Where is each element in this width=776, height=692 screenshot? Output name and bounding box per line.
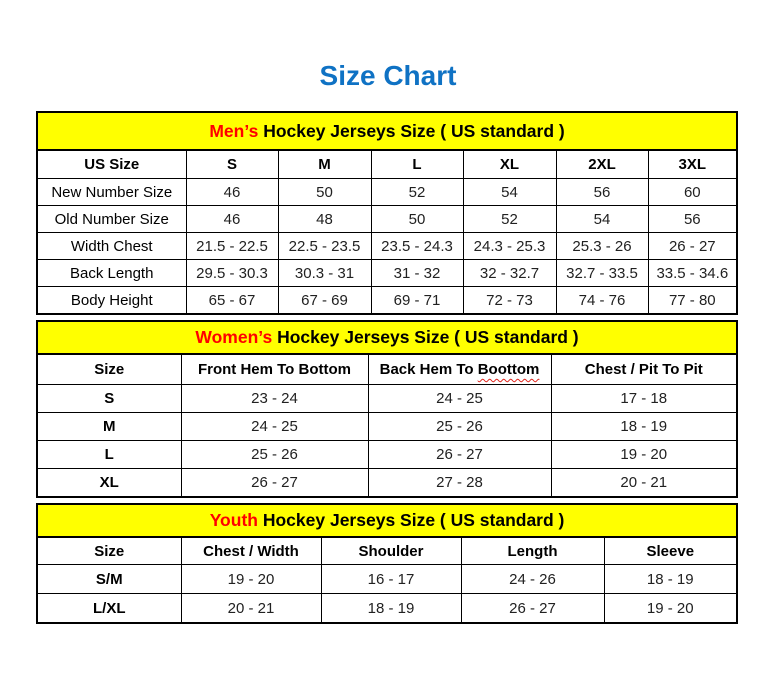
womens-size-table (36, 320, 738, 498)
cell-value: 25 - 26 (181, 441, 368, 469)
page-title: Size Chart (319, 60, 457, 91)
caption-text: Hockey Jerseys Size ( US standard ) (263, 120, 565, 141)
cell-value: 23 - 24 (181, 385, 368, 413)
table-caption-row (37, 504, 737, 537)
header-row (37, 354, 737, 385)
cell-value: 31 - 32 (371, 260, 463, 287)
cell-value: 33.5 - 34.6 (648, 260, 737, 287)
mens-size-table (36, 111, 738, 315)
column-header: S (186, 150, 278, 179)
table-caption-row (37, 112, 737, 150)
cell-value: 24 - 25 (368, 385, 551, 413)
cell-value: 18 - 19 (604, 565, 737, 594)
header-row (37, 537, 737, 565)
cell-value: 23.5 - 24.3 (371, 233, 463, 260)
cell-value: 67 - 69 (278, 287, 371, 315)
cell-value: 26 - 27 (648, 233, 737, 260)
table-caption-row (37, 321, 737, 354)
cell-value: 18 - 19 (551, 413, 737, 441)
cell-value: 24.3 - 25.3 (463, 233, 556, 260)
column-header: XL (463, 150, 556, 179)
cell-value: 24 - 25 (181, 413, 368, 441)
cell-value: 22.5 - 23.5 (278, 233, 371, 260)
cell-value: 26 - 27 (181, 469, 368, 498)
row-label: New Number Size (37, 179, 186, 206)
column-header: Sleeve (604, 537, 737, 565)
table-row (37, 260, 737, 287)
cell-value: 50 (278, 179, 371, 206)
column-header: Front Hem To Bottom (181, 354, 368, 385)
column-header: Length (461, 537, 604, 565)
header-text: Back Hem To (379, 361, 478, 379)
mens-table-caption (37, 112, 737, 150)
cell-value: 50 (371, 206, 463, 233)
column-header: Shoulder (321, 537, 461, 565)
cell-value: 18 - 19 (321, 594, 461, 624)
cell-value: 16 - 17 (321, 565, 461, 594)
cell-value: 48 (278, 206, 371, 233)
caption-highlight: Youth (209, 510, 258, 531)
cell-value: 25.3 - 26 (556, 233, 648, 260)
cell-value: 65 - 67 (186, 287, 278, 315)
cell-value: 52 (371, 179, 463, 206)
caption-text: Hockey Jerseys Size ( US standard ) (262, 510, 565, 531)
cell-value: 26 - 27 (368, 441, 551, 469)
caption-highlight: Women’s (195, 327, 273, 348)
cell-value: 32.7 - 33.5 (556, 260, 648, 287)
cell-value: 54 (556, 206, 648, 233)
column-header: Chest / Width (181, 537, 321, 565)
cell-value: 19 - 20 (604, 594, 737, 624)
row-label: Width Chest (37, 233, 186, 260)
cell-value: 19 - 20 (181, 565, 321, 594)
table-row (37, 469, 737, 498)
cell-value: 46 (186, 179, 278, 206)
row-label: Old Number Size (37, 206, 186, 233)
cell-value: 17 - 18 (551, 385, 737, 413)
cell-value: 60 (648, 179, 737, 206)
cell-value: 30.3 - 31 (278, 260, 371, 287)
cell-value: 20 - 21 (551, 469, 737, 498)
table-row (37, 413, 737, 441)
header-row (37, 150, 737, 179)
cell-value: 21.5 - 22.5 (186, 233, 278, 260)
cell-value: 56 (556, 179, 648, 206)
column-header: Chest / Pit To Pit (551, 354, 737, 385)
cell-value: 25 - 26 (368, 413, 551, 441)
youth-size-table (36, 503, 738, 624)
cell-value: 20 - 21 (181, 594, 321, 624)
column-header: L (371, 150, 463, 179)
row-label: L/XL (37, 594, 181, 624)
cell-value: 54 (463, 179, 556, 206)
row-label: XL (37, 469, 181, 498)
table-row (37, 594, 737, 624)
table-row (37, 206, 737, 233)
cell-value: 72 - 73 (463, 287, 556, 315)
cell-value: 74 - 76 (556, 287, 648, 315)
size-tables-container (36, 111, 736, 624)
row-label: Body Height (37, 287, 186, 315)
cell-value: 56 (648, 206, 737, 233)
column-header: Size (37, 354, 181, 385)
table-row (37, 565, 737, 594)
column-header: 3XL (648, 150, 737, 179)
womens-table-caption (37, 321, 737, 354)
cell-value: 69 - 71 (371, 287, 463, 315)
cell-value: 26 - 27 (461, 594, 604, 624)
cell-value: 27 - 28 (368, 469, 551, 498)
caption-highlight: Men’s (209, 120, 259, 141)
cell-value: 46 (186, 206, 278, 233)
misspelled-word: Boottom (477, 361, 540, 379)
row-label: Back Length (37, 260, 186, 287)
column-header: M (278, 150, 371, 179)
table-row (37, 179, 737, 206)
youth-table-caption (37, 504, 737, 537)
cell-value: 24 - 26 (461, 565, 604, 594)
table-row (37, 287, 737, 315)
cell-value: 19 - 20 (551, 441, 737, 469)
row-label: L (37, 441, 181, 469)
row-label: S/M (37, 565, 181, 594)
column-header: Size (37, 537, 181, 565)
row-label: M (37, 413, 181, 441)
cell-value: 52 (463, 206, 556, 233)
cell-value: 29.5 - 30.3 (186, 260, 278, 287)
cell-value: 32 - 32.7 (463, 260, 556, 287)
column-header: 2XL (556, 150, 648, 179)
row-label: S (37, 385, 181, 413)
table-row (37, 233, 737, 260)
caption-text: Hockey Jerseys Size ( US standard ) (277, 327, 579, 348)
column-header: US Size (37, 150, 186, 179)
column-header-with-typo (368, 354, 551, 385)
table-row (37, 385, 737, 413)
cell-value: 77 - 80 (648, 287, 737, 315)
table-row (37, 441, 737, 469)
